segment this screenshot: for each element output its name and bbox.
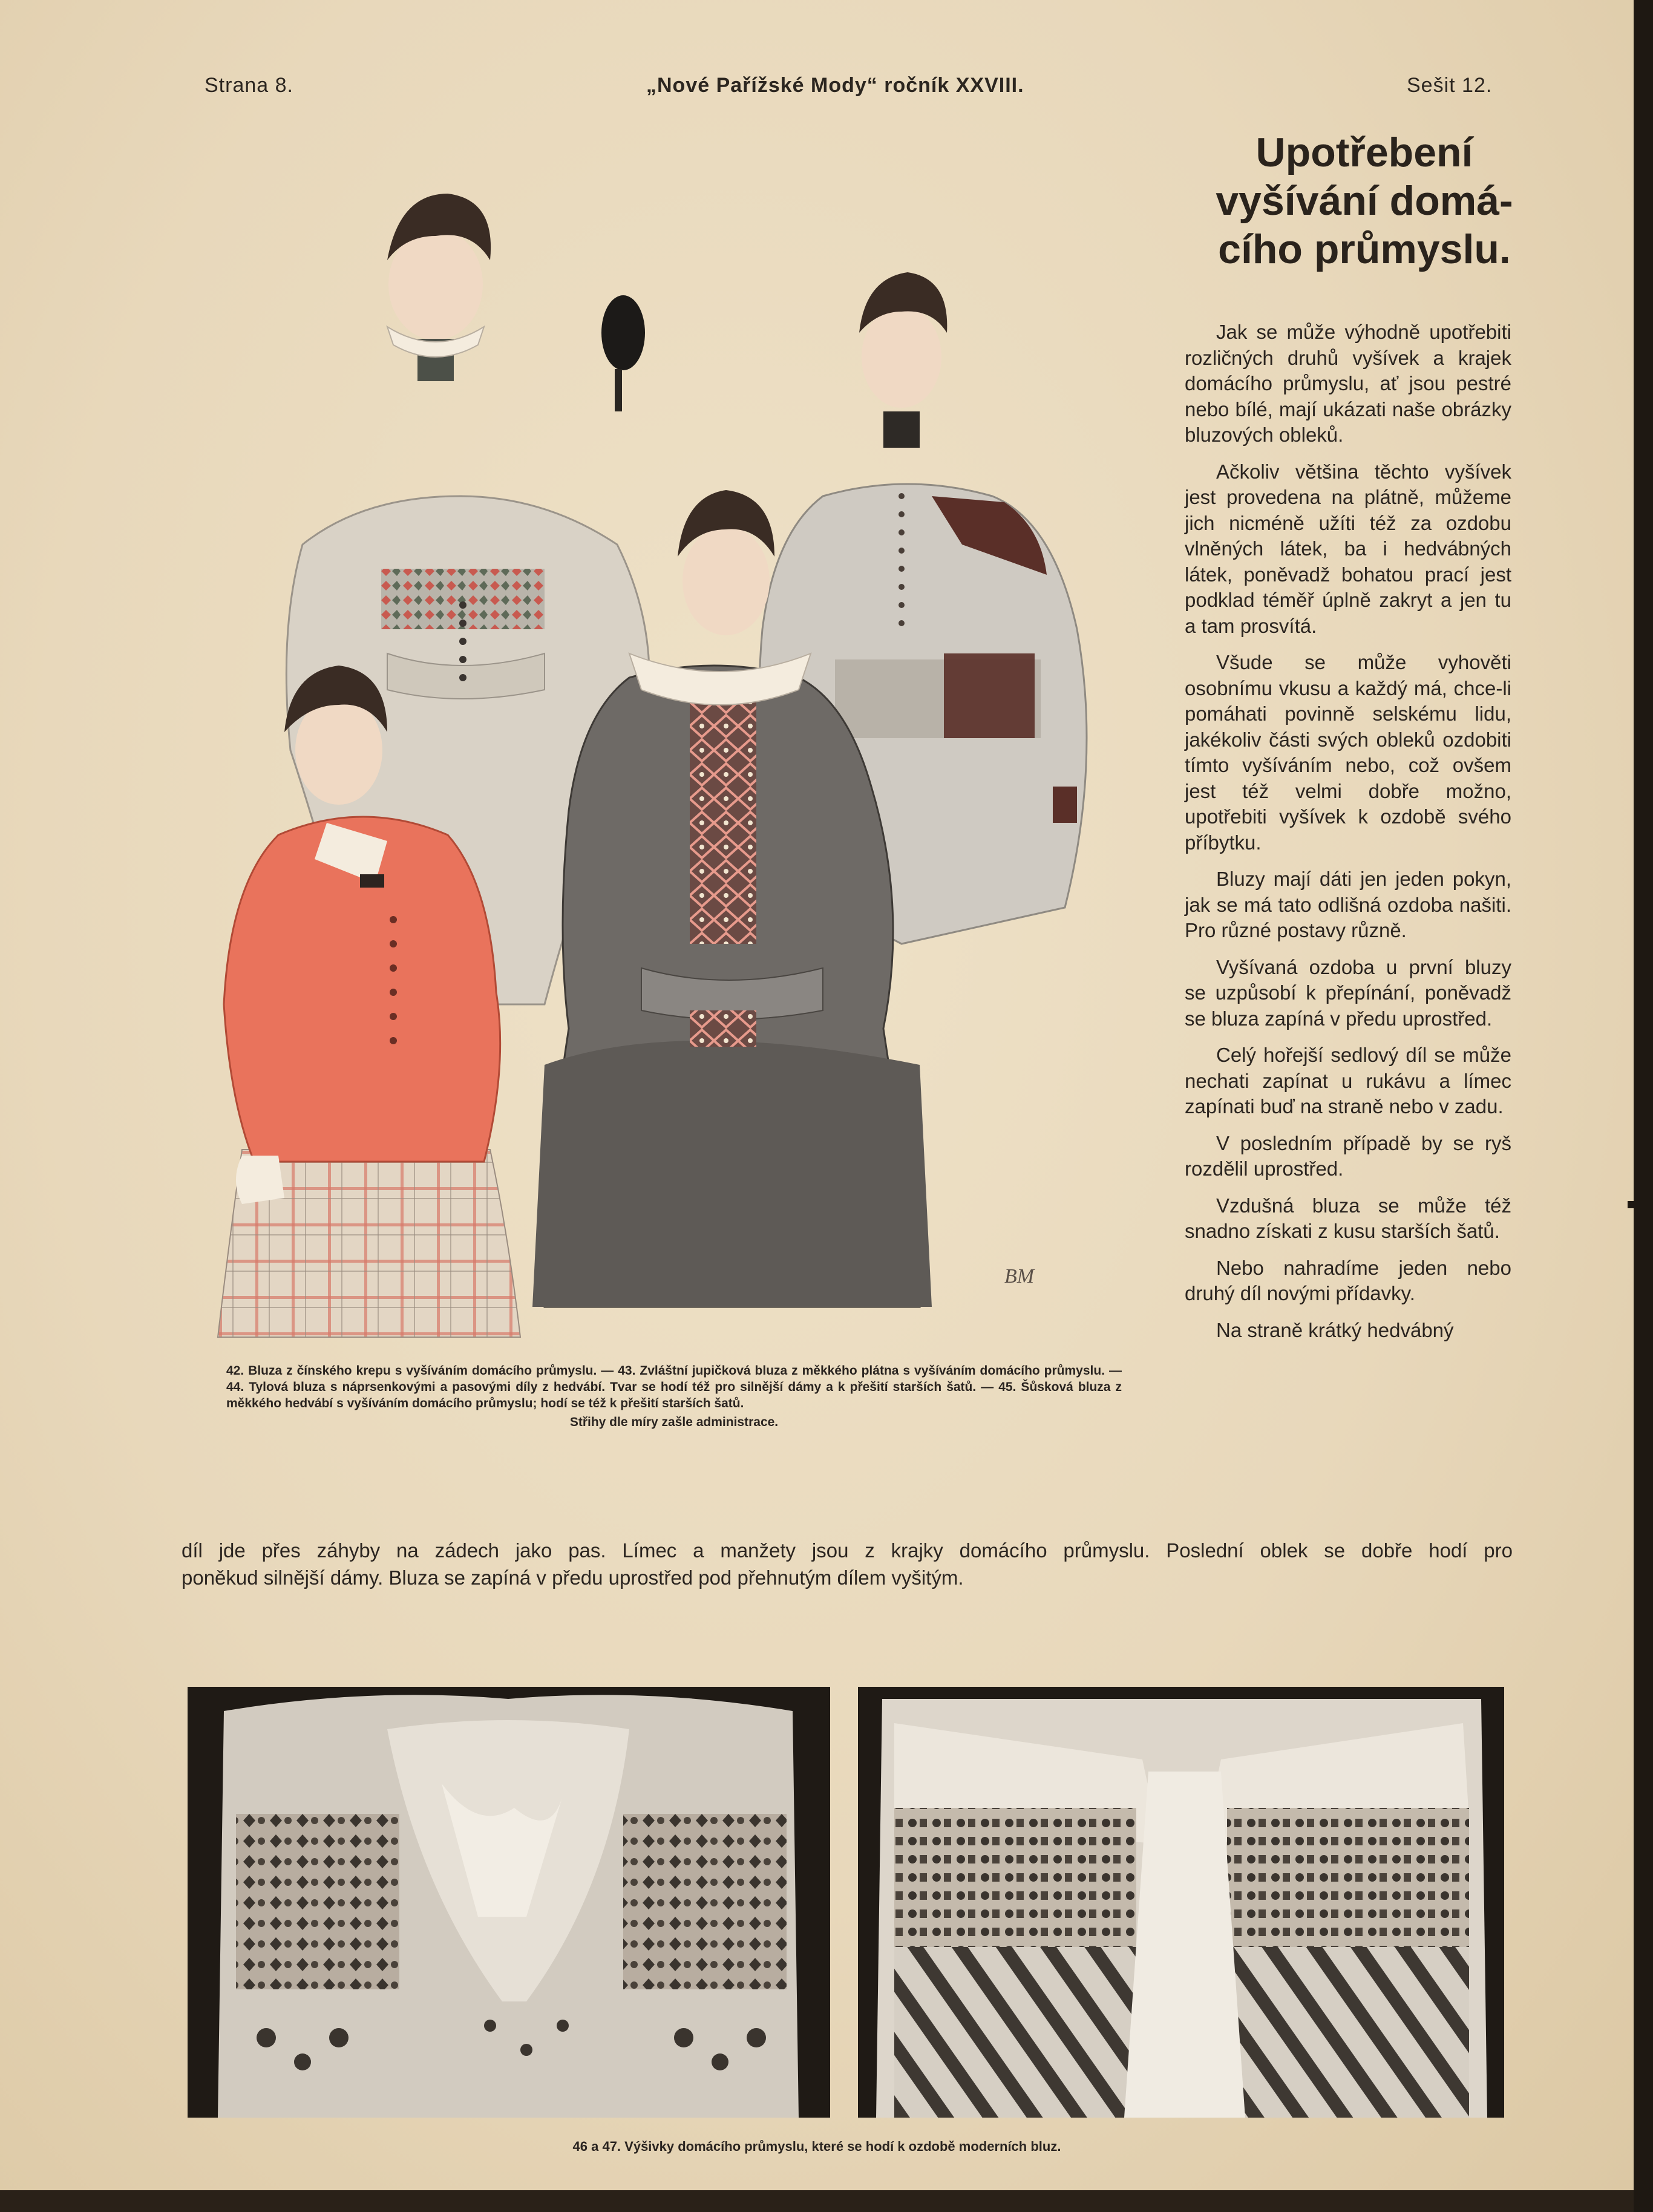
margin-mark <box>1628 1201 1634 1208</box>
photo-embroidery-46-image <box>188 1687 830 2118</box>
artist-signature: BM <box>1004 1265 1035 1288</box>
article-title-line: Upotřebení <box>1255 129 1473 175</box>
article-paragraph: Jak se může výhodně upotřebiti rozličných druhů vyšívek a krajek domácího průmyslu, ať jsou pestré nebo bílé, mají ukázati naše obrázky bluzových obleků. <box>1185 321 1511 446</box>
binding-edge <box>1634 0 1653 2212</box>
article-paragraph: Vzdušná bluza se může též snadno získati z kusu starších šatů. <box>1185 1194 1511 1242</box>
fashion-illustration <box>206 157 1125 1343</box>
article-title <box>1204 128 1525 273</box>
pattern-note: Střihy dle míry zašle administrace. <box>569 1415 779 1429</box>
article-paragraph: Nebo nahradíme jeden nebo druhý díl novými přídavky. <box>1185 1256 1511 1304</box>
page-number: Strana 8. <box>205 74 293 97</box>
article-paragraph: Celý hořejší sedlový díl se může nechati zapínat u rukávu a límec zapínati buď na straně nebo v zadu. <box>1185 1044 1511 1117</box>
photo-embroidery-47 <box>858 1687 1504 2118</box>
article-paragraph: V posledním případě by se ryš rozdělil uprostřed. <box>1185 1131 1511 1180</box>
article-continuation <box>182 1537 1513 1591</box>
article-title-line: vyšívání domá- <box>1216 178 1513 224</box>
article-paragraph: Ačkoliv většina těchto vyšívek jest provedena na plátně, můžeme jich nicméně užíti též za ozdobu vlněných látek, ba i hedvábných látek, poněvadž bohatou prací jest podklad téměř úplně zakryt a jen tu a tam prosvítá. <box>1185 460 1511 637</box>
continuation-line: poněkud silnější dámy. Bluza se zapíná v předu uprostřed pod přehnutým dílem vyšitým. <box>182 1566 964 1589</box>
article-column <box>1185 319 1511 1354</box>
scan-border <box>0 2190 1634 2212</box>
photo-embroidery-47-image <box>858 1687 1504 2118</box>
fashion-illustration-drawing <box>206 157 1125 1343</box>
illustration-caption-text: 42. Bluza z čínského krepu s vyšíváním domácího průmyslu. — 43. Zvláštní jupičková bluza z měkkého plátna s vyšíváním domácího průmyslu. — 44. Tylová bluza s náprsenkovými a pasovými díly z hedvábí. Tvar se hodí též pro silnější dámy a k přešití starších šatů. — 45. Šůsková bluza z měkkého hedvábí s vyšíváním domácího průmyslu; hodí se též k přešití starších šatů. <box>226 1364 1122 1410</box>
article-paragraph: Vyšívaná ozdoba u první bluzy se uzpůsobí k přepínání, poněvadž se bluza zapíná v předu uprostřed. <box>1185 955 1511 1030</box>
issue-number: Sešit 12. <box>1407 74 1493 97</box>
article-paragraph: Bluzy mají dáti jen jeden pokyn, jak se má tato odlišná ozdoba našiti. Pro různé postavy různě. <box>1185 868 1511 941</box>
article-title-line: cího průmyslu. <box>1218 226 1511 272</box>
magazine-title: „Nové Pařížské Mody“ ročník XXVIII. <box>646 74 1024 97</box>
article-paragraph: Na straně krátký hedvábný <box>1216 1318 1454 1341</box>
photos-caption: 46 a 47. Výšivky domácího průmyslu, které se hodí k ozdobě moderních bluz. <box>572 2139 1061 2154</box>
article-paragraph: Všude se může vyhověti osobnímu vkusu a každý má, chce-li pomáhati povinně selskému lidu, jakékoliv části svých obleků ozdobiti tímto vyšíváním nebo, což ovšem jest též velmi dobře možno, upotřebiti vyšívek k ozdobě svého příbytku. <box>1185 651 1511 854</box>
photo-embroidery-46 <box>188 1687 830 2118</box>
continuation-line: díl jde přes záhyby na zádech jako pas. Límec a manžety jsou z krajky domácího průmyslu. Poslední oblek se dobře hodí pro <box>182 1539 1513 1562</box>
illustration-caption <box>226 1363 1122 1430</box>
